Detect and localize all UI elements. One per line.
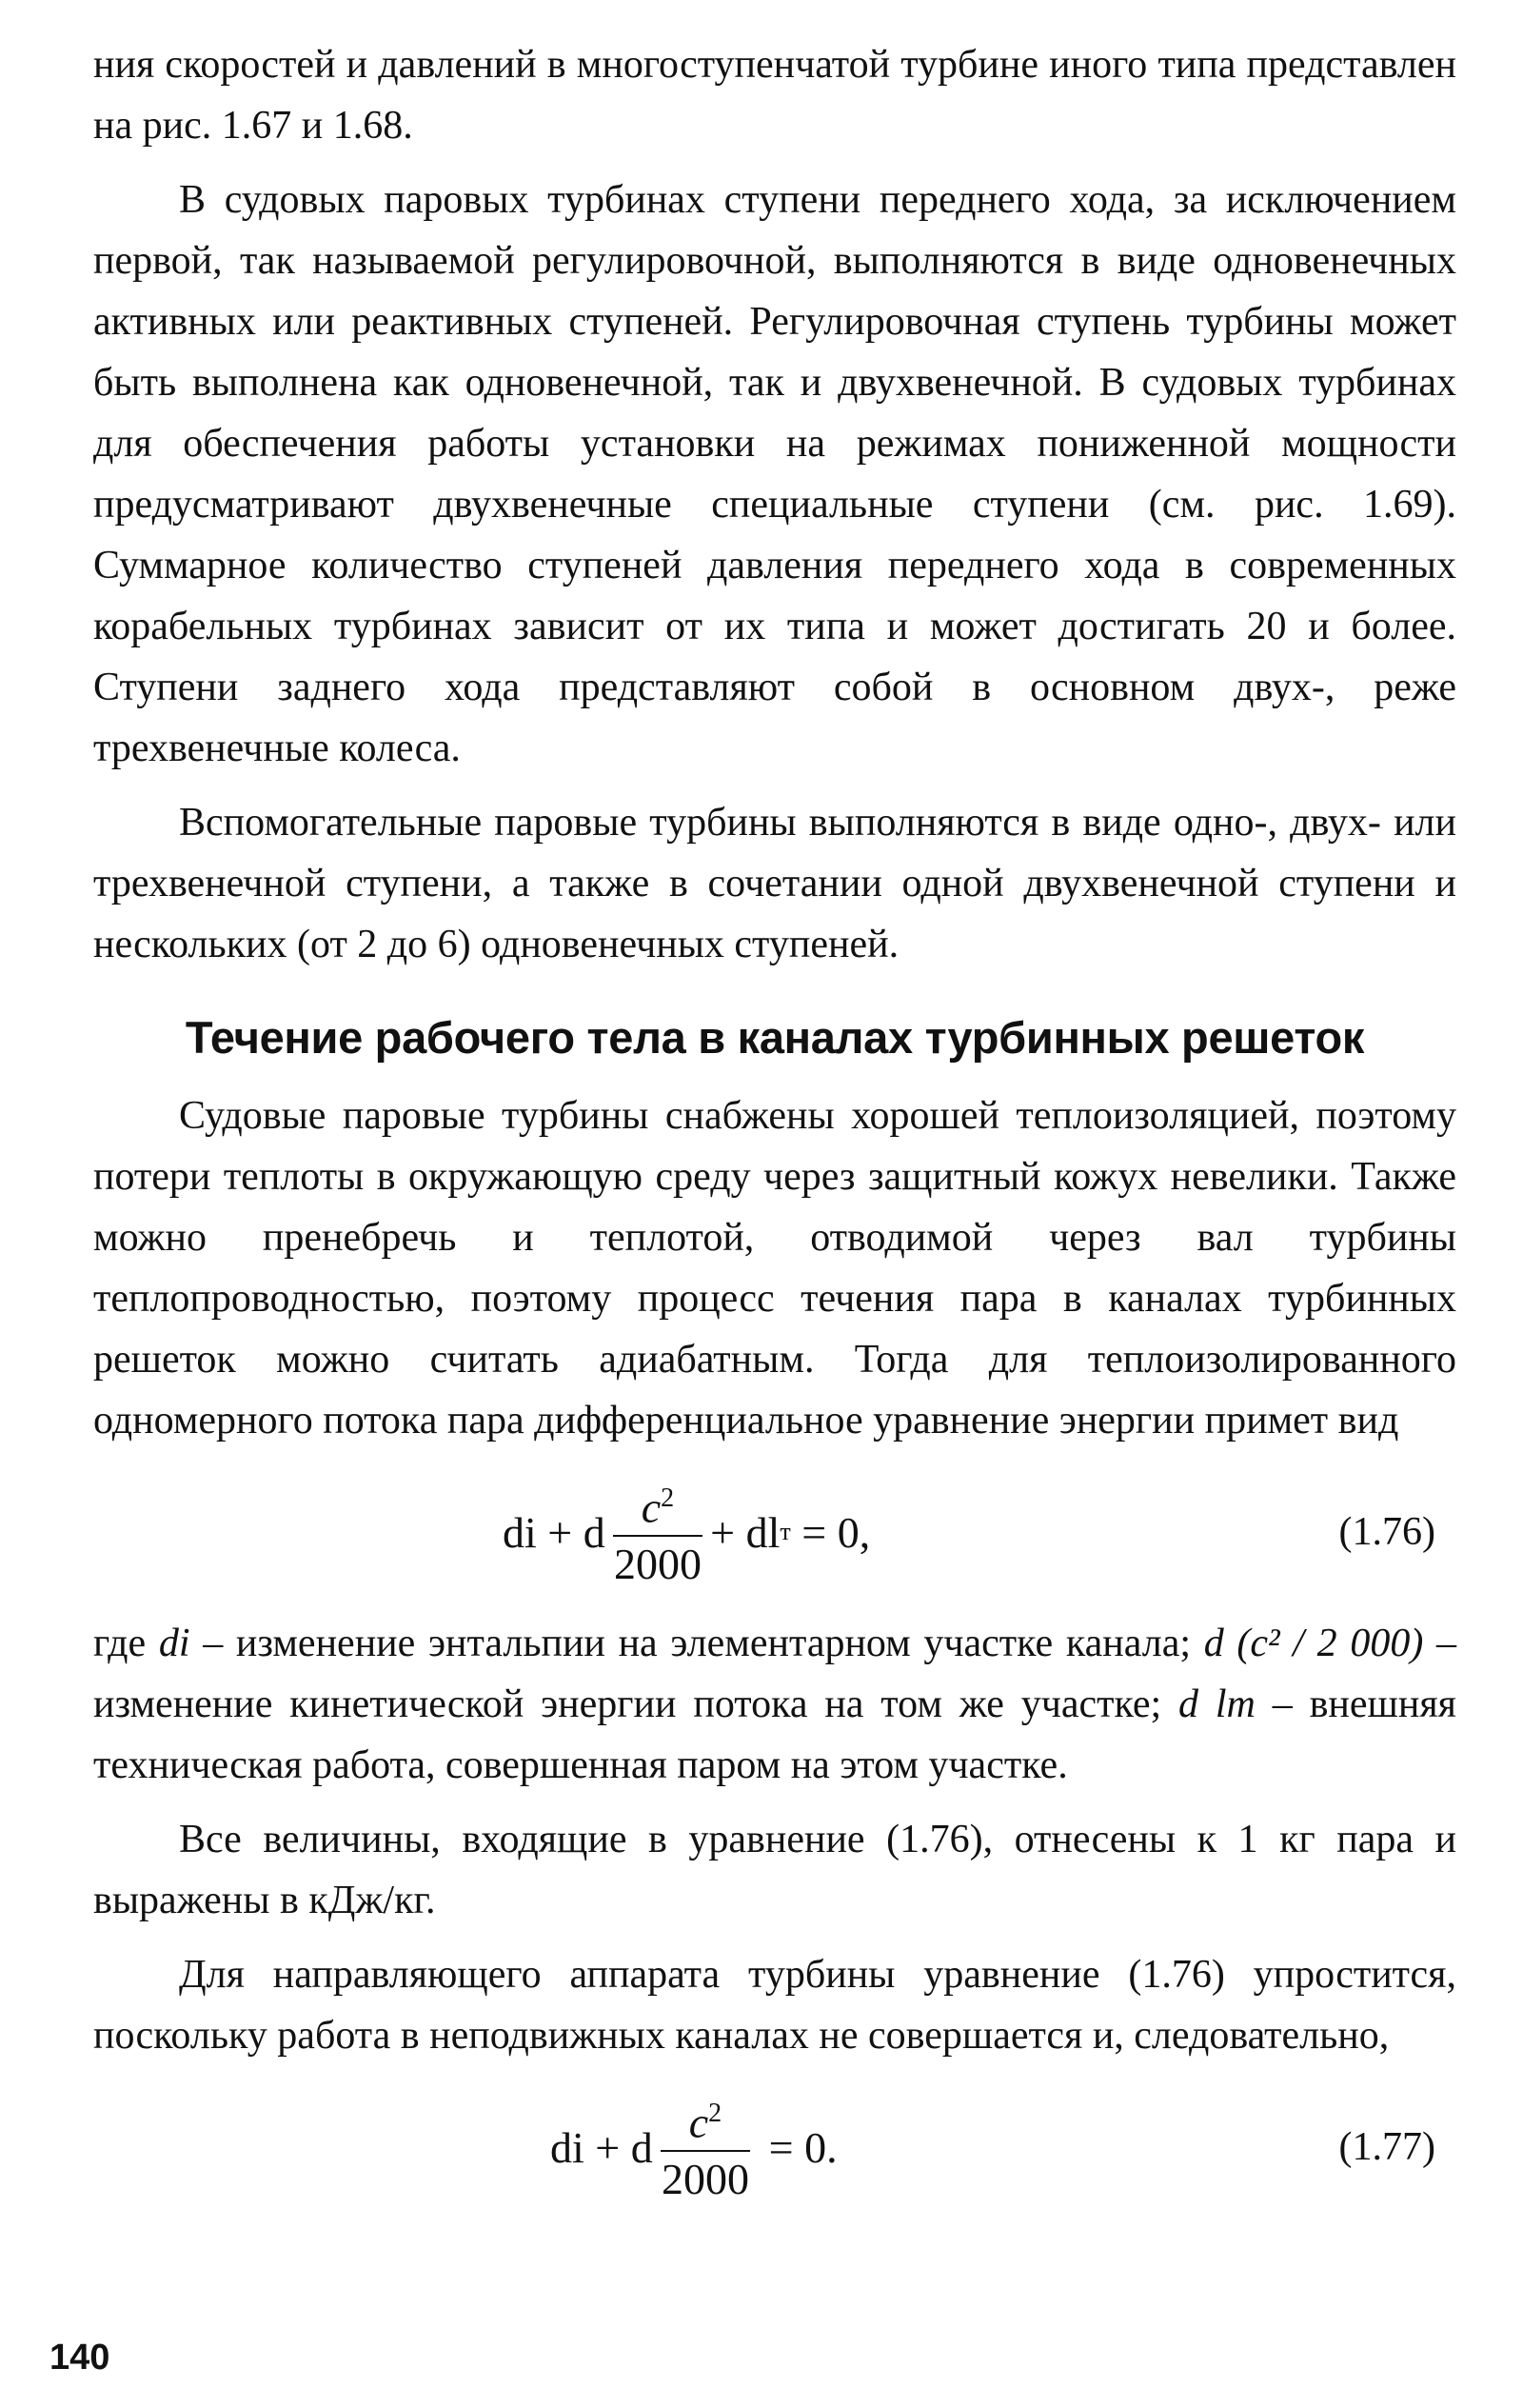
equation-number-1-77: (1.77) bbox=[1338, 2125, 1435, 2169]
definition-di: – изменение энтальпии на элементарном участке канала; bbox=[189, 1622, 1204, 1665]
eq176-rhs-sub: т bbox=[780, 1518, 791, 1545]
paragraph-continuation: ния скоростей и давлений в многоступенчатой турбине иного типа представлен на рис. 1.67 и 1.68. bbox=[93, 43, 1456, 148]
eq177-numerator-power: 2 bbox=[708, 2099, 722, 2129]
eq177-fraction bbox=[661, 2087, 750, 2206]
paragraph-auxiliary-turbines: Вспомогательные паровые турбины выполняются в виде одно-, двух- или трехвенечной ступени, а также в сочетании одной двухвенечной ступени и нескольких (от 2 до 6) одновенечных ступеней. bbox=[93, 801, 1456, 966]
definition-work: – внешняя техническая работа, совершенная паром на этом участке. bbox=[93, 1682, 1456, 1787]
definition-kinetic: – изменение кинетической энергии потока на том же участке; bbox=[93, 1622, 1457, 1726]
paragraph-adiabatic-flow: Судовые паровые турбины снабжены хорошей теплоизоляцией, поэтому потери теплоты в окружающую среду через защитный кожух невелики. Также можно пренебречь и теплотой, отводимой через вал турбины теплопроводностью, поэтому процесс течения пара в каналах турбинных решеток можно считать адиабатным. Тогда для теплоизолированного одномерного потока пара дифференциальное уравнение энергии примет вид bbox=[93, 1094, 1456, 1443]
eq176-numerator-c: c bbox=[641, 1483, 662, 1532]
equation-number-1-76: (1.76) bbox=[1338, 1510, 1435, 1554]
page-content bbox=[93, 34, 1456, 2228]
page-number: 140 bbox=[49, 2338, 110, 2378]
eq176-rhs-b: = 0, bbox=[790, 1507, 871, 1557]
eq176-numerator-power: 2 bbox=[661, 1483, 675, 1514]
paragraph-turbine-stages: В судовых паровых турбинах ступени переднего хода, за исключением первой, так называемой регулировочной, выполняются в виде одновенечных активных или реактивных ступеней. Регулировочная ступень турбины может быть выполнена как одновенечной, так и двухвенечной. В судовых турбинах для обеспечения работы установки на режимах пониженной мощности предусматривают двухвенечные специальные ступени (см. рис. 1.69). Суммарное количество ступеней давления переднего хода в современных корабельных турбинах зависит от их типа и может достигать 20 и более. Ступени заднего хода представляют собой в основном двух-, реже трехвенечные колеса. bbox=[93, 178, 1456, 770]
symbol-kinetic: d (c² / 2 000) bbox=[1203, 1622, 1424, 1665]
paragraph-units: Все величины, входящие в уравнение (1.76), отнесены к 1 кг пара и выражены в кДж/кг. bbox=[93, 1818, 1456, 1922]
symbol-work: d lт bbox=[1178, 1682, 1256, 1726]
equation-1-76-body bbox=[503, 1451, 870, 1613]
eq177-numerator bbox=[661, 2087, 750, 2151]
equation-1-76 bbox=[93, 1451, 1456, 1613]
eq177-rhs: = 0. bbox=[758, 2122, 838, 2172]
paragraph-guide-apparatus: Для направляющего аппарата турбины уравнение (1.76) упростится, поскольку работа в неподвижных каналах не совершается и, следовательно, bbox=[93, 1953, 1456, 2058]
where-prefix: где bbox=[93, 1622, 159, 1665]
eq176-rhs-a: + dl bbox=[710, 1507, 781, 1557]
eq176-lhs: di + d bbox=[503, 1507, 605, 1557]
eq176-fraction bbox=[613, 1472, 702, 1591]
paragraph-where-definitions bbox=[93, 1613, 1456, 1796]
eq177-denominator: 2000 bbox=[661, 2154, 749, 2203]
equation-1-77-body bbox=[550, 2066, 838, 2228]
eq176-numerator bbox=[613, 1472, 702, 1536]
equation-1-77 bbox=[93, 2066, 1456, 2228]
section-heading: Течение рабочего тела в каналах турбинных решеток bbox=[185, 1012, 1365, 1063]
symbol-di: di bbox=[158, 1622, 190, 1665]
eq177-numerator-c: c bbox=[688, 2098, 709, 2147]
eq177-lhs: di + d bbox=[550, 2122, 653, 2172]
eq176-denominator: 2000 bbox=[613, 1539, 702, 1588]
